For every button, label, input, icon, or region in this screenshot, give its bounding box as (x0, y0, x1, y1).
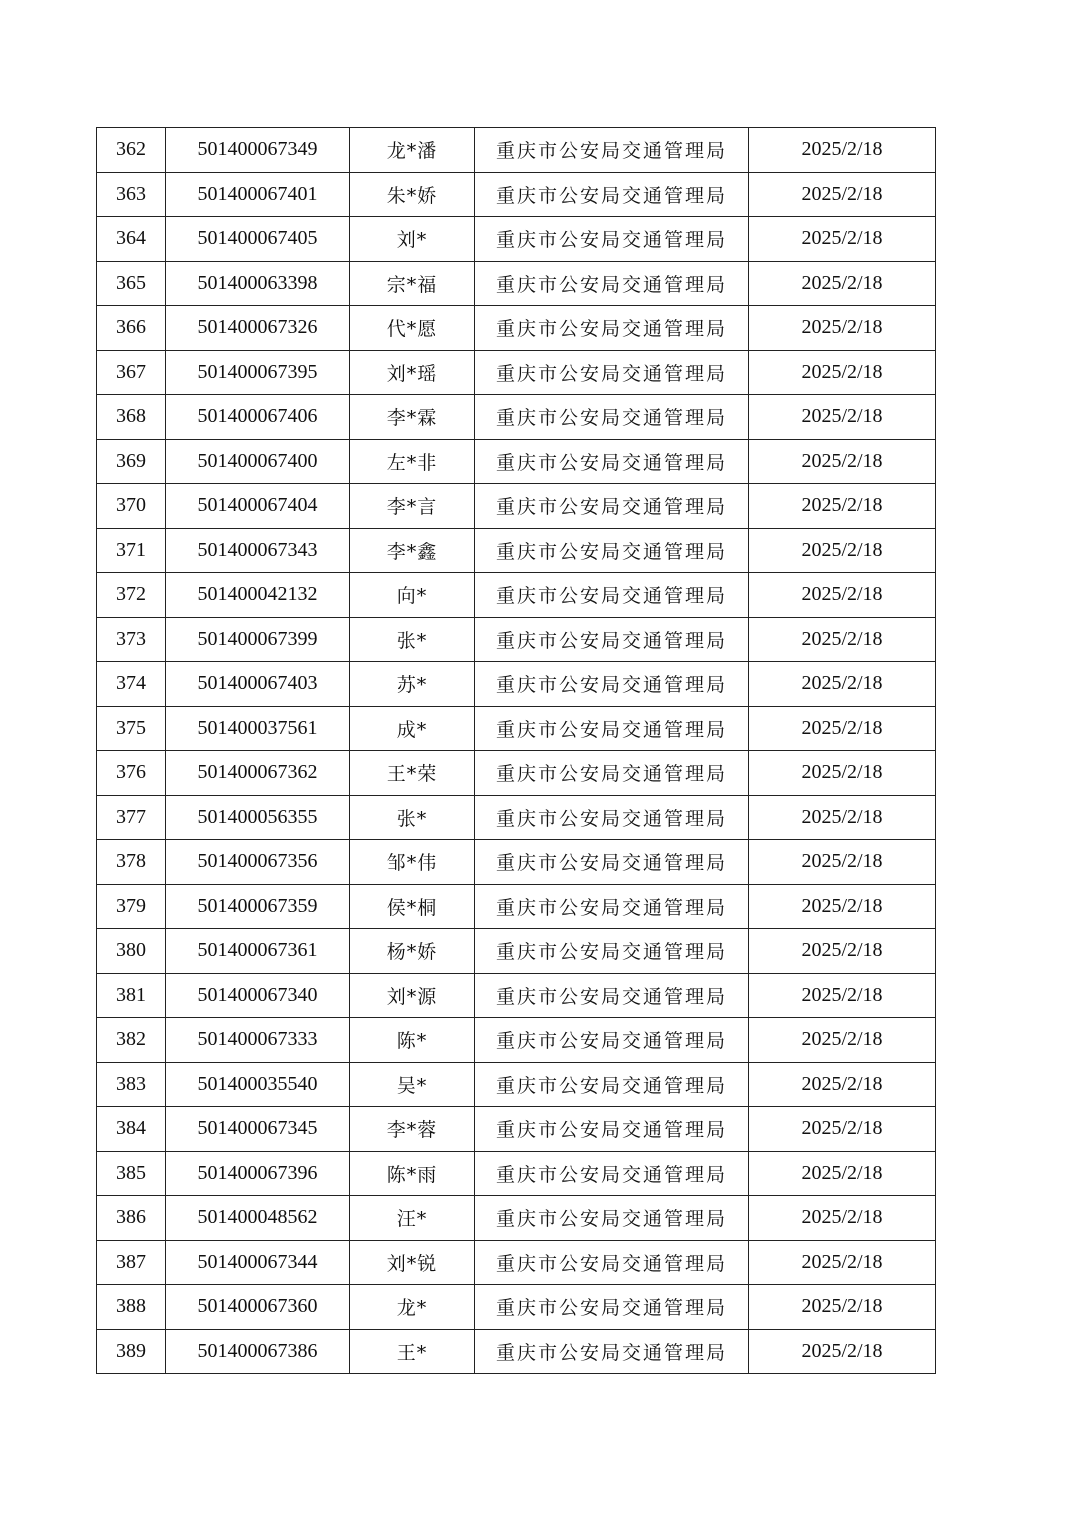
certificate-id-cell: 501400067345 (166, 1107, 350, 1152)
issue-date-cell: 2025/2/18 (749, 617, 936, 662)
row-number-cell: 384 (97, 1107, 166, 1152)
table-row (97, 395, 936, 440)
issuing-authority-cell: 重庆市公安局交通管理局 (475, 1018, 749, 1063)
person-name-cell: 成* (350, 706, 475, 751)
person-name-cell: 吴* (350, 1062, 475, 1107)
issuing-authority-cell: 重庆市公安局交通管理局 (475, 751, 749, 796)
person-name-cell: 刘*瑶 (350, 350, 475, 395)
table-row (97, 1240, 936, 1285)
issuing-authority-cell: 重庆市公安局交通管理局 (475, 973, 749, 1018)
certificate-id-cell: 501400067403 (166, 662, 350, 707)
table-row (97, 1107, 936, 1152)
person-name-cell: 刘*源 (350, 973, 475, 1018)
row-number-cell: 383 (97, 1062, 166, 1107)
person-name-cell: 陈*雨 (350, 1151, 475, 1196)
certificate-id-cell: 501400067399 (166, 617, 350, 662)
row-number-cell: 371 (97, 528, 166, 573)
table-row (97, 128, 936, 173)
table-row (97, 1151, 936, 1196)
table-row (97, 1329, 936, 1374)
issue-date-cell: 2025/2/18 (749, 261, 936, 306)
issue-date-cell: 2025/2/18 (749, 306, 936, 351)
row-number-cell: 379 (97, 884, 166, 929)
certificate-id-cell: 501400067405 (166, 217, 350, 262)
issue-date-cell: 2025/2/18 (749, 350, 936, 395)
issue-date-cell: 2025/2/18 (749, 1196, 936, 1241)
issue-date-cell: 2025/2/18 (749, 884, 936, 929)
issuing-authority-cell: 重庆市公安局交通管理局 (475, 172, 749, 217)
issuing-authority-cell: 重庆市公安局交通管理局 (475, 573, 749, 618)
table-row (97, 528, 936, 573)
certificate-id-cell: 501400067401 (166, 172, 350, 217)
row-number-cell: 385 (97, 1151, 166, 1196)
person-name-cell: 苏* (350, 662, 475, 707)
issuing-authority-cell: 重庆市公安局交通管理局 (475, 840, 749, 885)
issue-date-cell: 2025/2/18 (749, 662, 936, 707)
certificate-id-cell: 501400042132 (166, 573, 350, 618)
row-number-cell: 386 (97, 1196, 166, 1241)
row-number-cell: 389 (97, 1329, 166, 1374)
issuing-authority-cell: 重庆市公安局交通管理局 (475, 217, 749, 262)
person-name-cell: 朱*娇 (350, 172, 475, 217)
row-number-cell: 364 (97, 217, 166, 262)
records-table (96, 127, 936, 1374)
issuing-authority-cell: 重庆市公安局交通管理局 (475, 662, 749, 707)
certificate-id-cell: 501400067326 (166, 306, 350, 351)
table-row (97, 1062, 936, 1107)
issue-date-cell: 2025/2/18 (749, 395, 936, 440)
issue-date-cell: 2025/2/18 (749, 1151, 936, 1196)
person-name-cell: 刘* (350, 217, 475, 262)
table-row (97, 172, 936, 217)
person-name-cell: 侯*桐 (350, 884, 475, 929)
table-row (97, 617, 936, 662)
person-name-cell: 张* (350, 795, 475, 840)
table-row (97, 706, 936, 751)
issue-date-cell: 2025/2/18 (749, 1329, 936, 1374)
certificate-id-cell: 501400056355 (166, 795, 350, 840)
table-row (97, 350, 936, 395)
issuing-authority-cell: 重庆市公安局交通管理局 (475, 1285, 749, 1330)
person-name-cell: 李*鑫 (350, 528, 475, 573)
issue-date-cell: 2025/2/18 (749, 528, 936, 573)
issuing-authority-cell: 重庆市公安局交通管理局 (475, 350, 749, 395)
row-number-cell: 388 (97, 1285, 166, 1330)
issuing-authority-cell: 重庆市公安局交通管理局 (475, 1151, 749, 1196)
certificate-id-cell: 501400067362 (166, 751, 350, 796)
table-row (97, 217, 936, 262)
person-name-cell: 龙*潘 (350, 128, 475, 173)
row-number-cell: 366 (97, 306, 166, 351)
person-name-cell: 李*蓉 (350, 1107, 475, 1152)
row-number-cell: 368 (97, 395, 166, 440)
issuing-authority-cell: 重庆市公安局交通管理局 (475, 395, 749, 440)
row-number-cell: 377 (97, 795, 166, 840)
issue-date-cell: 2025/2/18 (749, 973, 936, 1018)
issuing-authority-cell: 重庆市公安局交通管理局 (475, 1240, 749, 1285)
certificate-id-cell: 501400067406 (166, 395, 350, 440)
issue-date-cell: 2025/2/18 (749, 439, 936, 484)
issue-date-cell: 2025/2/18 (749, 1062, 936, 1107)
certificate-id-cell: 501400048562 (166, 1196, 350, 1241)
table-row (97, 840, 936, 885)
person-name-cell: 宗*福 (350, 261, 475, 306)
certificate-id-cell: 501400067361 (166, 929, 350, 974)
person-name-cell: 代*愿 (350, 306, 475, 351)
issue-date-cell: 2025/2/18 (749, 751, 936, 796)
person-name-cell: 刘*锐 (350, 1240, 475, 1285)
table-row (97, 439, 936, 484)
table-row (97, 751, 936, 796)
issuing-authority-cell: 重庆市公安局交通管理局 (475, 1329, 749, 1374)
row-number-cell: 378 (97, 840, 166, 885)
issue-date-cell: 2025/2/18 (749, 1107, 936, 1152)
certificate-id-cell: 501400037561 (166, 706, 350, 751)
table-row (97, 662, 936, 707)
row-number-cell: 380 (97, 929, 166, 974)
issue-date-cell: 2025/2/18 (749, 128, 936, 173)
issue-date-cell: 2025/2/18 (749, 929, 936, 974)
records-table-body (97, 128, 936, 1374)
person-name-cell: 李*霖 (350, 395, 475, 440)
row-number-cell: 382 (97, 1018, 166, 1063)
table-row (97, 973, 936, 1018)
certificate-id-cell: 501400067333 (166, 1018, 350, 1063)
issue-date-cell: 2025/2/18 (749, 484, 936, 529)
certificate-id-cell: 501400067396 (166, 1151, 350, 1196)
person-name-cell: 龙* (350, 1285, 475, 1330)
issuing-authority-cell: 重庆市公安局交通管理局 (475, 1196, 749, 1241)
person-name-cell: 向* (350, 573, 475, 618)
certificate-id-cell: 501400067349 (166, 128, 350, 173)
issuing-authority-cell: 重庆市公安局交通管理局 (475, 306, 749, 351)
issuing-authority-cell: 重庆市公安局交通管理局 (475, 706, 749, 751)
row-number-cell: 362 (97, 128, 166, 173)
issue-date-cell: 2025/2/18 (749, 840, 936, 885)
issue-date-cell: 2025/2/18 (749, 1240, 936, 1285)
certificate-id-cell: 501400035540 (166, 1062, 350, 1107)
table-row (97, 1285, 936, 1330)
row-number-cell: 370 (97, 484, 166, 529)
table-row (97, 1196, 936, 1241)
row-number-cell: 375 (97, 706, 166, 751)
person-name-cell: 邹*伟 (350, 840, 475, 885)
certificate-id-cell: 501400067356 (166, 840, 350, 885)
certificate-id-cell: 501400067404 (166, 484, 350, 529)
certificate-id-cell: 501400067400 (166, 439, 350, 484)
issue-date-cell: 2025/2/18 (749, 795, 936, 840)
issuing-authority-cell: 重庆市公安局交通管理局 (475, 1062, 749, 1107)
row-number-cell: 381 (97, 973, 166, 1018)
certificate-id-cell: 501400063398 (166, 261, 350, 306)
table-row (97, 795, 936, 840)
person-name-cell: 汪* (350, 1196, 475, 1241)
issuing-authority-cell: 重庆市公安局交通管理局 (475, 261, 749, 306)
issuing-authority-cell: 重庆市公安局交通管理局 (475, 128, 749, 173)
row-number-cell: 376 (97, 751, 166, 796)
issue-date-cell: 2025/2/18 (749, 217, 936, 262)
row-number-cell: 365 (97, 261, 166, 306)
person-name-cell: 王* (350, 1329, 475, 1374)
issuing-authority-cell: 重庆市公安局交通管理局 (475, 528, 749, 573)
table-row (97, 1018, 936, 1063)
table-row (97, 484, 936, 529)
row-number-cell: 387 (97, 1240, 166, 1285)
table-row (97, 573, 936, 618)
certificate-id-cell: 501400067395 (166, 350, 350, 395)
certificate-id-cell: 501400067344 (166, 1240, 350, 1285)
issue-date-cell: 2025/2/18 (749, 1018, 936, 1063)
issue-date-cell: 2025/2/18 (749, 1285, 936, 1330)
issuing-authority-cell: 重庆市公安局交通管理局 (475, 439, 749, 484)
certificate-id-cell: 501400067359 (166, 884, 350, 929)
issue-date-cell: 2025/2/18 (749, 172, 936, 217)
issuing-authority-cell: 重庆市公安局交通管理局 (475, 484, 749, 529)
row-number-cell: 373 (97, 617, 166, 662)
issuing-authority-cell: 重庆市公安局交通管理局 (475, 884, 749, 929)
row-number-cell: 363 (97, 172, 166, 217)
row-number-cell: 374 (97, 662, 166, 707)
row-number-cell: 367 (97, 350, 166, 395)
person-name-cell: 陈* (350, 1018, 475, 1063)
issuing-authority-cell: 重庆市公安局交通管理局 (475, 929, 749, 974)
table-row (97, 884, 936, 929)
person-name-cell: 李*言 (350, 484, 475, 529)
certificate-id-cell: 501400067386 (166, 1329, 350, 1374)
person-name-cell: 杨*娇 (350, 929, 475, 974)
certificate-id-cell: 501400067343 (166, 528, 350, 573)
certificate-id-cell: 501400067340 (166, 973, 350, 1018)
table-row (97, 261, 936, 306)
person-name-cell: 张* (350, 617, 475, 662)
row-number-cell: 369 (97, 439, 166, 484)
issue-date-cell: 2025/2/18 (749, 573, 936, 618)
issuing-authority-cell: 重庆市公安局交通管理局 (475, 1107, 749, 1152)
issuing-authority-cell: 重庆市公安局交通管理局 (475, 795, 749, 840)
issuing-authority-cell: 重庆市公安局交通管理局 (475, 617, 749, 662)
table-row (97, 929, 936, 974)
issue-date-cell: 2025/2/18 (749, 706, 936, 751)
person-name-cell: 左*非 (350, 439, 475, 484)
certificate-id-cell: 501400067360 (166, 1285, 350, 1330)
row-number-cell: 372 (97, 573, 166, 618)
table-row (97, 306, 936, 351)
person-name-cell: 王*荣 (350, 751, 475, 796)
